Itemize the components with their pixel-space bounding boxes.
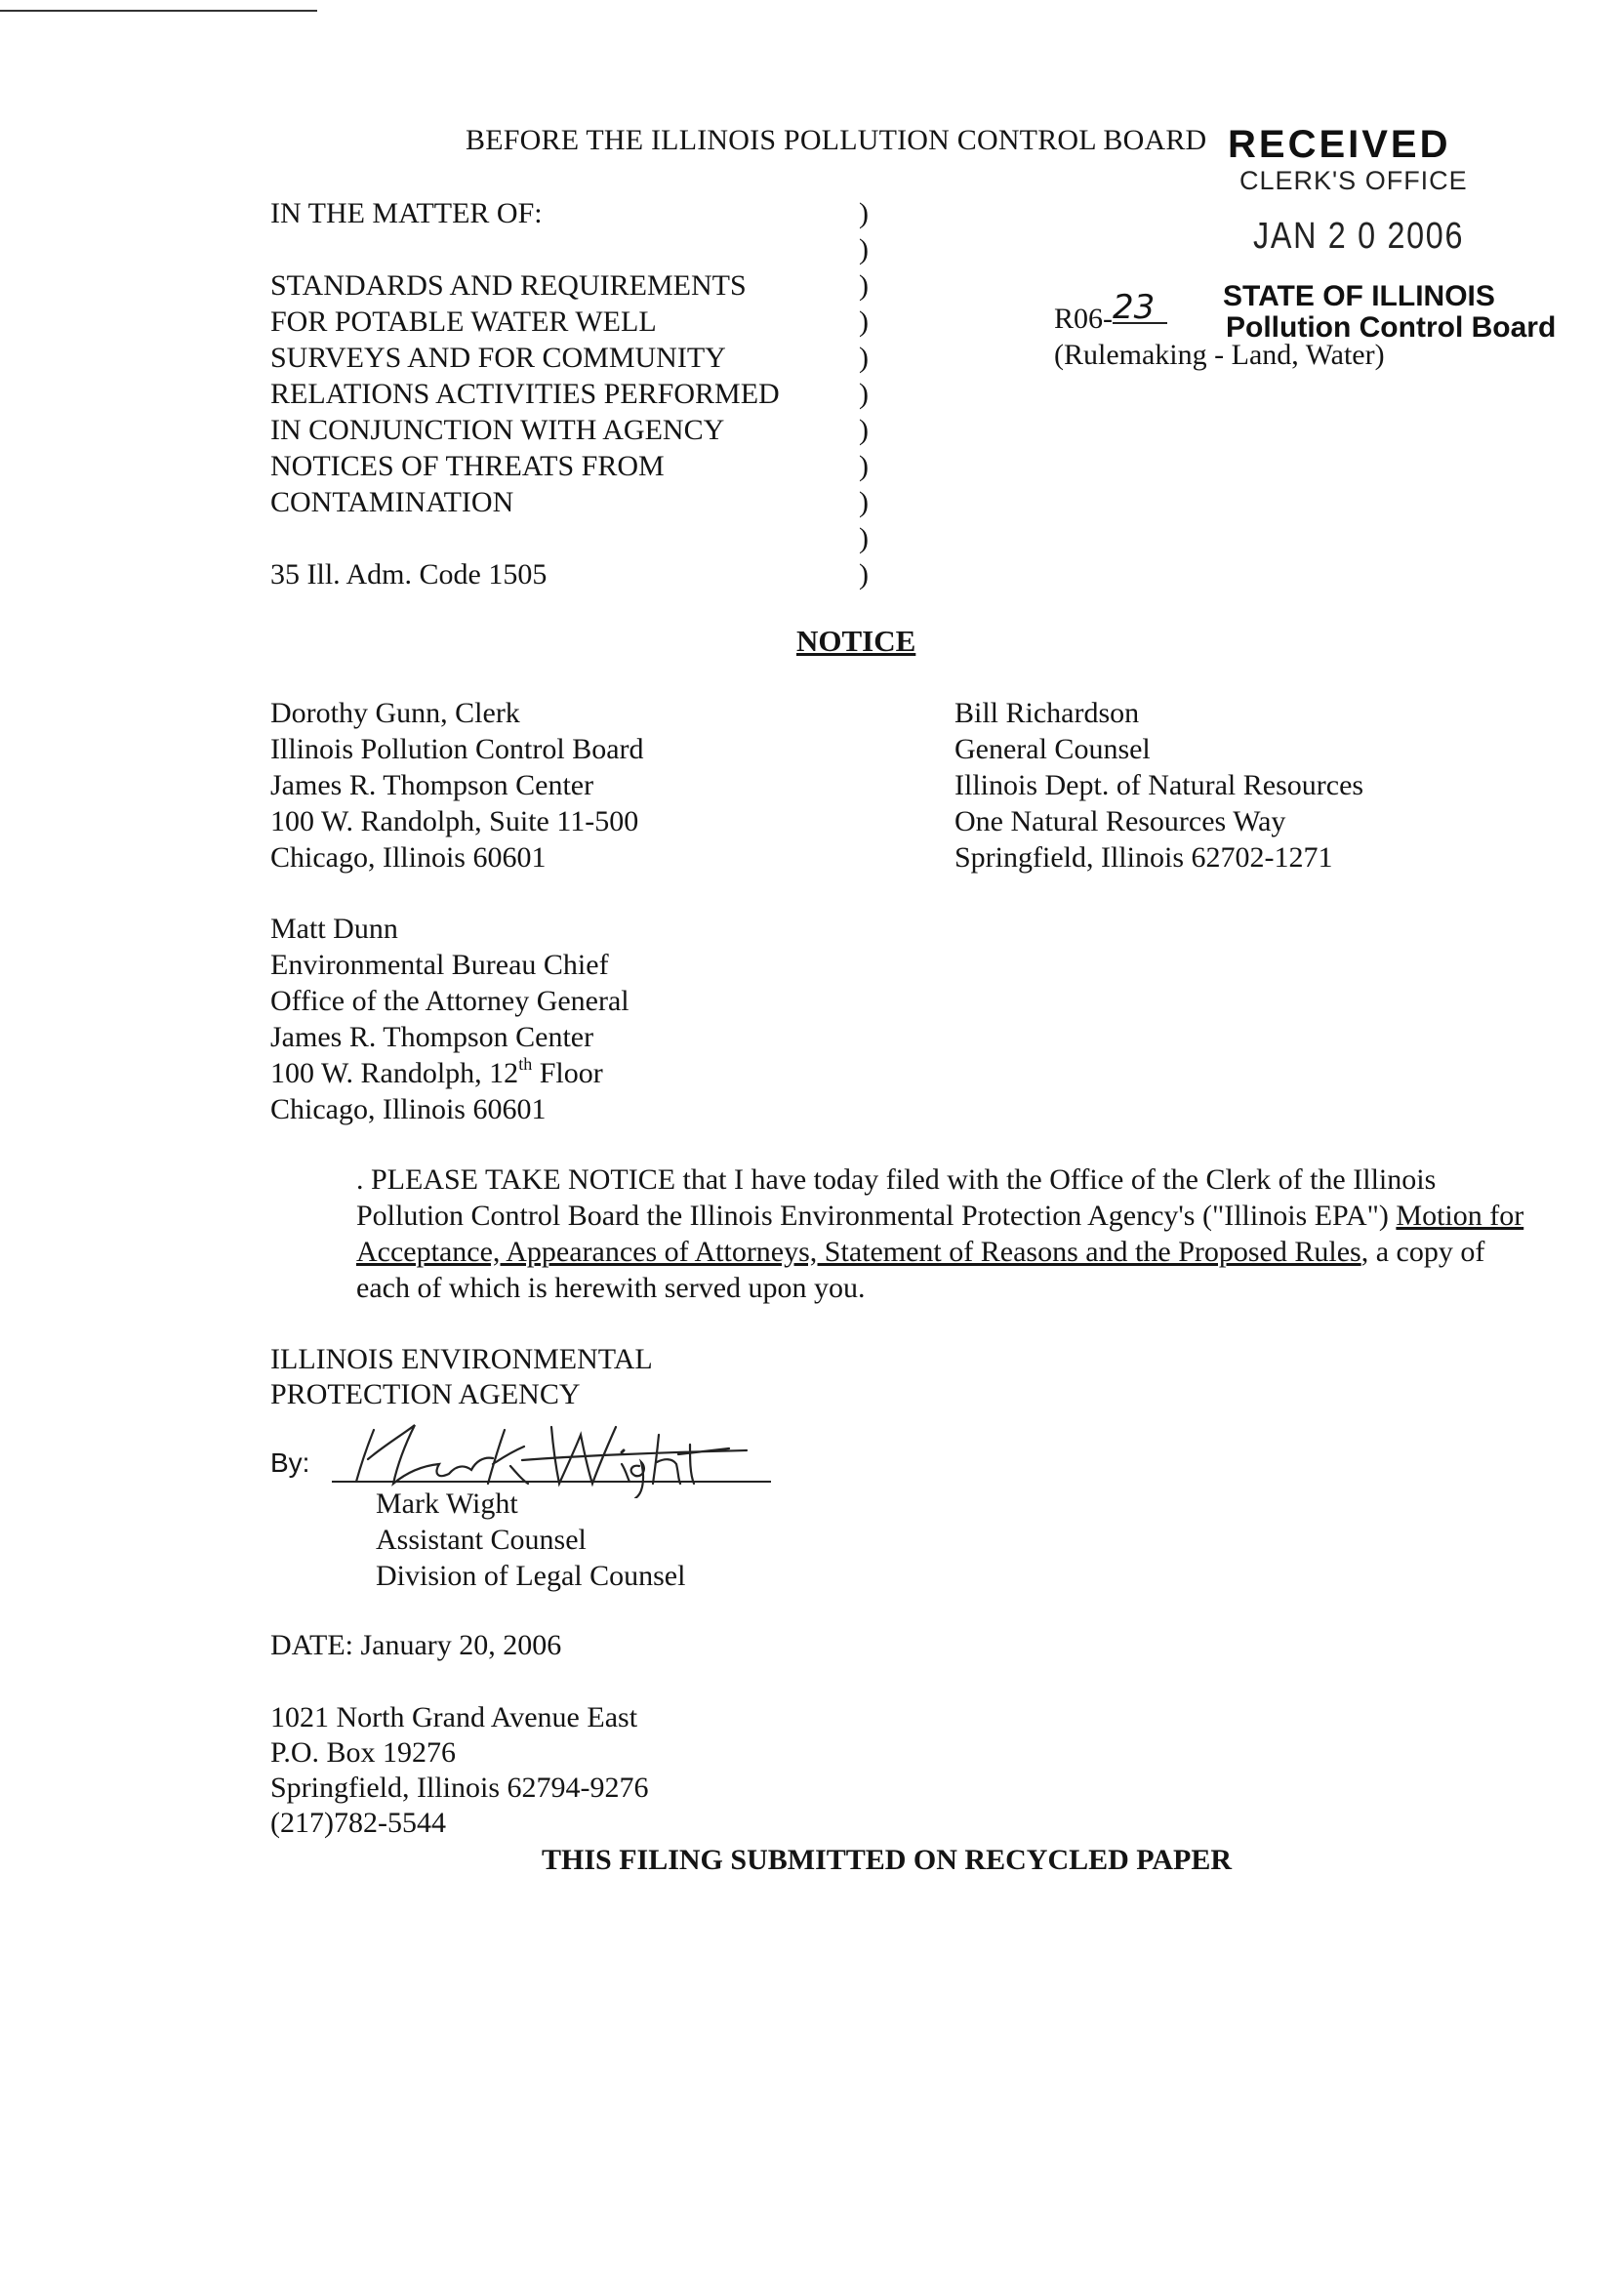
address-line: Matt Dunn — [270, 913, 398, 945]
signer-block — [376, 1486, 685, 1594]
handwritten-signature — [346, 1406, 756, 1498]
signer-title: Assistant Counsel — [376, 1524, 587, 1556]
signature-line — [332, 1481, 771, 1483]
address-line — [270, 1055, 629, 1091]
paren: ) — [859, 378, 869, 410]
recipient-attorney-general — [270, 911, 629, 1127]
caption-title-line: RELATIONS ACTIVITIES PERFORMED — [270, 378, 780, 410]
address-line: Environmental Bureau Chief — [270, 949, 609, 981]
street-suffix: Floor — [532, 1057, 603, 1089]
docket-number — [1054, 288, 1167, 337]
address-line: Chicago, Illinois 60601 — [270, 841, 547, 874]
caption-title-line: SURVEYS AND FOR COMMUNITY — [270, 342, 726, 374]
agency-contact — [270, 1699, 648, 1840]
docket-handwritten-number: 23 — [1113, 293, 1167, 324]
filed-documents: Motion for Acceptance, Appearances of Attorneys, Statement of Reasons and the Proposed Rules — [356, 1200, 1524, 1268]
agency-line: ILLINOIS ENVIRONMENTAL — [270, 1343, 653, 1375]
address-line: Illinois Pollution Control Board — [270, 733, 644, 765]
recipient-clerk — [270, 695, 644, 876]
caption-title-line: IN CONJUNCTION WITH AGENCY — [270, 414, 725, 446]
paren: ) — [859, 269, 869, 302]
caption-title-line: CONTAMINATION — [270, 486, 514, 518]
received-stamp: RECEIVED — [1228, 123, 1451, 166]
signer-division: Division of Legal Counsel — [376, 1560, 686, 1592]
address-line: One Natural Resources Way — [954, 805, 1286, 837]
street-ordinal: th — [518, 1054, 533, 1074]
paren: ) — [859, 342, 869, 374]
stamp-state: STATE OF ILLINOIS — [1223, 280, 1495, 312]
matter-label: IN THE MATTER OF: — [270, 197, 543, 229]
paren: ) — [859, 522, 869, 554]
docket-prefix: R06- — [1054, 303, 1113, 335]
signer-name: Mark Wight — [376, 1487, 518, 1520]
paren: ) — [859, 197, 869, 229]
address-line: James R. Thompson Center — [270, 1021, 594, 1053]
caption-title-line: STANDARDS AND REQUIREMENTS — [270, 269, 747, 302]
agency-name — [270, 1341, 653, 1411]
contact-line: (217)782-5544 — [270, 1807, 446, 1839]
address-line: 100 W. Randolph, Suite 11-500 — [270, 805, 639, 837]
board-heading: BEFORE THE ILLINOIS POLLUTION CONTROL BOARD — [466, 124, 1207, 156]
paren: ) — [859, 306, 869, 338]
scan-top-rule — [0, 10, 317, 12]
paren: ) — [859, 486, 869, 518]
address-line: James R. Thompson Center — [270, 769, 594, 801]
agency-line: PROTECTION AGENCY — [270, 1378, 581, 1410]
stamp-office: CLERK'S OFFICE — [1239, 166, 1468, 195]
contact-line: Springfield, Illinois 62794-9276 — [270, 1772, 649, 1804]
code-citation: 35 Ill. Adm. Code 1505 — [270, 558, 548, 591]
address-line: General Counsel — [954, 733, 1151, 765]
caption-parentheses — [859, 195, 878, 592]
case-caption — [270, 195, 780, 592]
caption-title-line: NOTICES OF THREATS FROM — [270, 450, 665, 482]
stamp-board: Pollution Control Board — [1226, 311, 1557, 344]
address-line: Springfield, Illinois 62702-1271 — [954, 841, 1333, 874]
paren: ) — [859, 558, 869, 591]
notice-title: NOTICE — [796, 624, 916, 658]
notice-paragraph — [270, 1161, 1529, 1306]
contact-line: 1021 North Grand Avenue East — [270, 1701, 638, 1733]
address-line: Chicago, Illinois 60601 — [270, 1093, 547, 1125]
docket-type: (Rulemaking - Land, Water) — [1054, 339, 1385, 371]
paren: ) — [859, 450, 869, 482]
paren: ) — [859, 233, 869, 265]
stamp-date: JAN 2 0 2006 — [1253, 216, 1465, 257]
street-prefix: 100 W. Randolph, 12 — [270, 1057, 519, 1089]
address-line: Office of the Attorney General — [270, 985, 629, 1017]
notice-tail: , a copy of each of which is herewith served upon you. — [356, 1236, 1485, 1304]
by-label: By: — [270, 1447, 310, 1478]
recycled-paper-footer: THIS FILING SUBMITTED ON RECYCLED PAPER — [542, 1844, 1233, 1876]
address-line: Illinois Dept. of Natural Resources — [954, 769, 1364, 801]
paren: ) — [859, 414, 869, 446]
filing-date: DATE: January 20, 2006 — [270, 1629, 562, 1661]
address-line: Bill Richardson — [954, 697, 1140, 729]
contact-line: P.O. Box 19276 — [270, 1736, 457, 1769]
address-line: Dorothy Gunn, Clerk — [270, 697, 520, 729]
notice-lead: . PLEASE TAKE NOTICE that I have today filed with the Office of the Clerk of the Illinois Pollution Control Board the Illinois Environmental Protection Agency's ("Illinois EPA") — [356, 1163, 1437, 1232]
recipient-dnr — [954, 695, 1363, 876]
caption-title-line: FOR POTABLE WATER WELL — [270, 306, 657, 338]
